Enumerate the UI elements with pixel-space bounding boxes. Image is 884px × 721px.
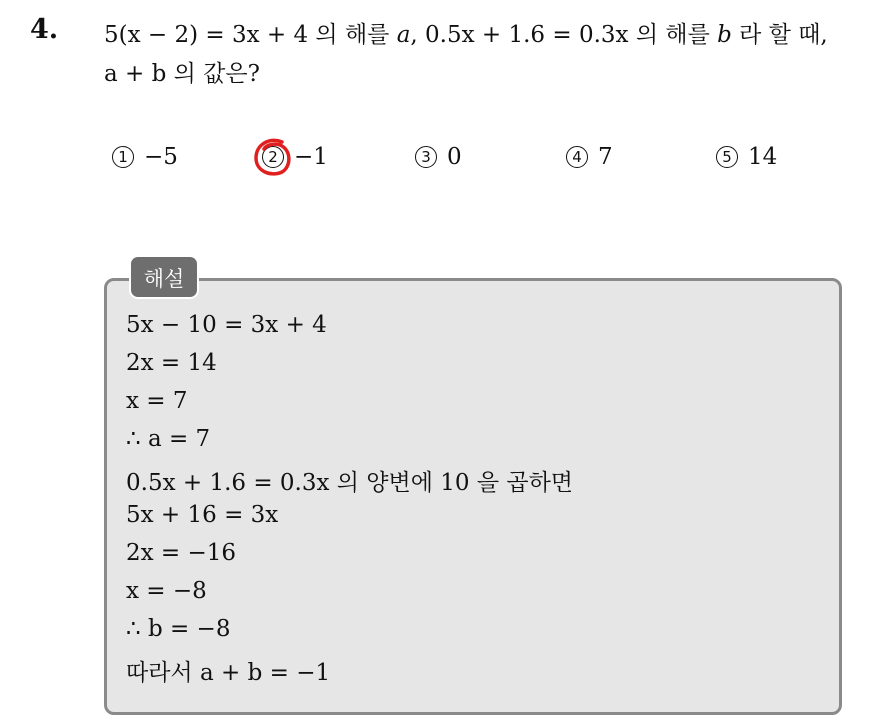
question-text: 라 할 때,	[739, 22, 828, 48]
choice-value: −5	[144, 144, 178, 170]
variable-a: a	[396, 22, 411, 48]
solution-line: x = 7	[126, 388, 188, 414]
choice-3[interactable]	[415, 144, 462, 170]
solution-line: 2x = 14	[126, 350, 217, 376]
solution-line: 2x = −16	[126, 540, 237, 566]
question-text: 의 해를	[635, 22, 710, 48]
solution-line: x = −8	[126, 578, 207, 604]
choice-value: 7	[598, 144, 613, 170]
choice-marker: 2	[262, 146, 284, 168]
variable-b: b	[717, 22, 732, 48]
solution-line: ∴ a = 7	[126, 426, 211, 452]
choice-5[interactable]	[716, 144, 777, 170]
choice-4[interactable]	[566, 144, 613, 170]
choice-value: 14	[748, 144, 778, 170]
choice-marker: 5	[716, 146, 738, 168]
choice-marker: 4	[566, 146, 588, 168]
choice-value: −1	[294, 144, 328, 170]
solution-line: 5x + 16 = 3x	[126, 502, 279, 528]
question-line-2	[104, 55, 260, 88]
choice-marker: 3	[415, 146, 437, 168]
comma: ,	[410, 22, 418, 48]
choice-1[interactable]	[112, 144, 178, 170]
solution-line: 0.5x + 1.6 = 0.3x 의 양변에 10 을 곱하면	[126, 470, 574, 496]
choice-marker: 1	[112, 146, 134, 168]
question-line-1	[104, 16, 828, 49]
equation-1: 5(x − 2) = 3x + 4	[104, 22, 309, 48]
question-number: 4.	[30, 14, 59, 45]
sum-expression: a + b	[104, 61, 167, 87]
solution-line: 5x − 10 = 3x + 4	[126, 312, 327, 338]
choice-2[interactable]	[262, 144, 328, 170]
question-text: 의 값은?	[173, 61, 260, 87]
equation-2: 0.5x + 1.6 = 0.3x	[425, 22, 629, 48]
solution-line: 따라서 a + b = −1	[126, 660, 331, 686]
solution-line: ∴ b = −8	[126, 616, 231, 642]
solution-label: 해설	[129, 255, 199, 299]
question-text: 의 해를	[315, 22, 390, 48]
choice-value: 0	[447, 144, 462, 170]
